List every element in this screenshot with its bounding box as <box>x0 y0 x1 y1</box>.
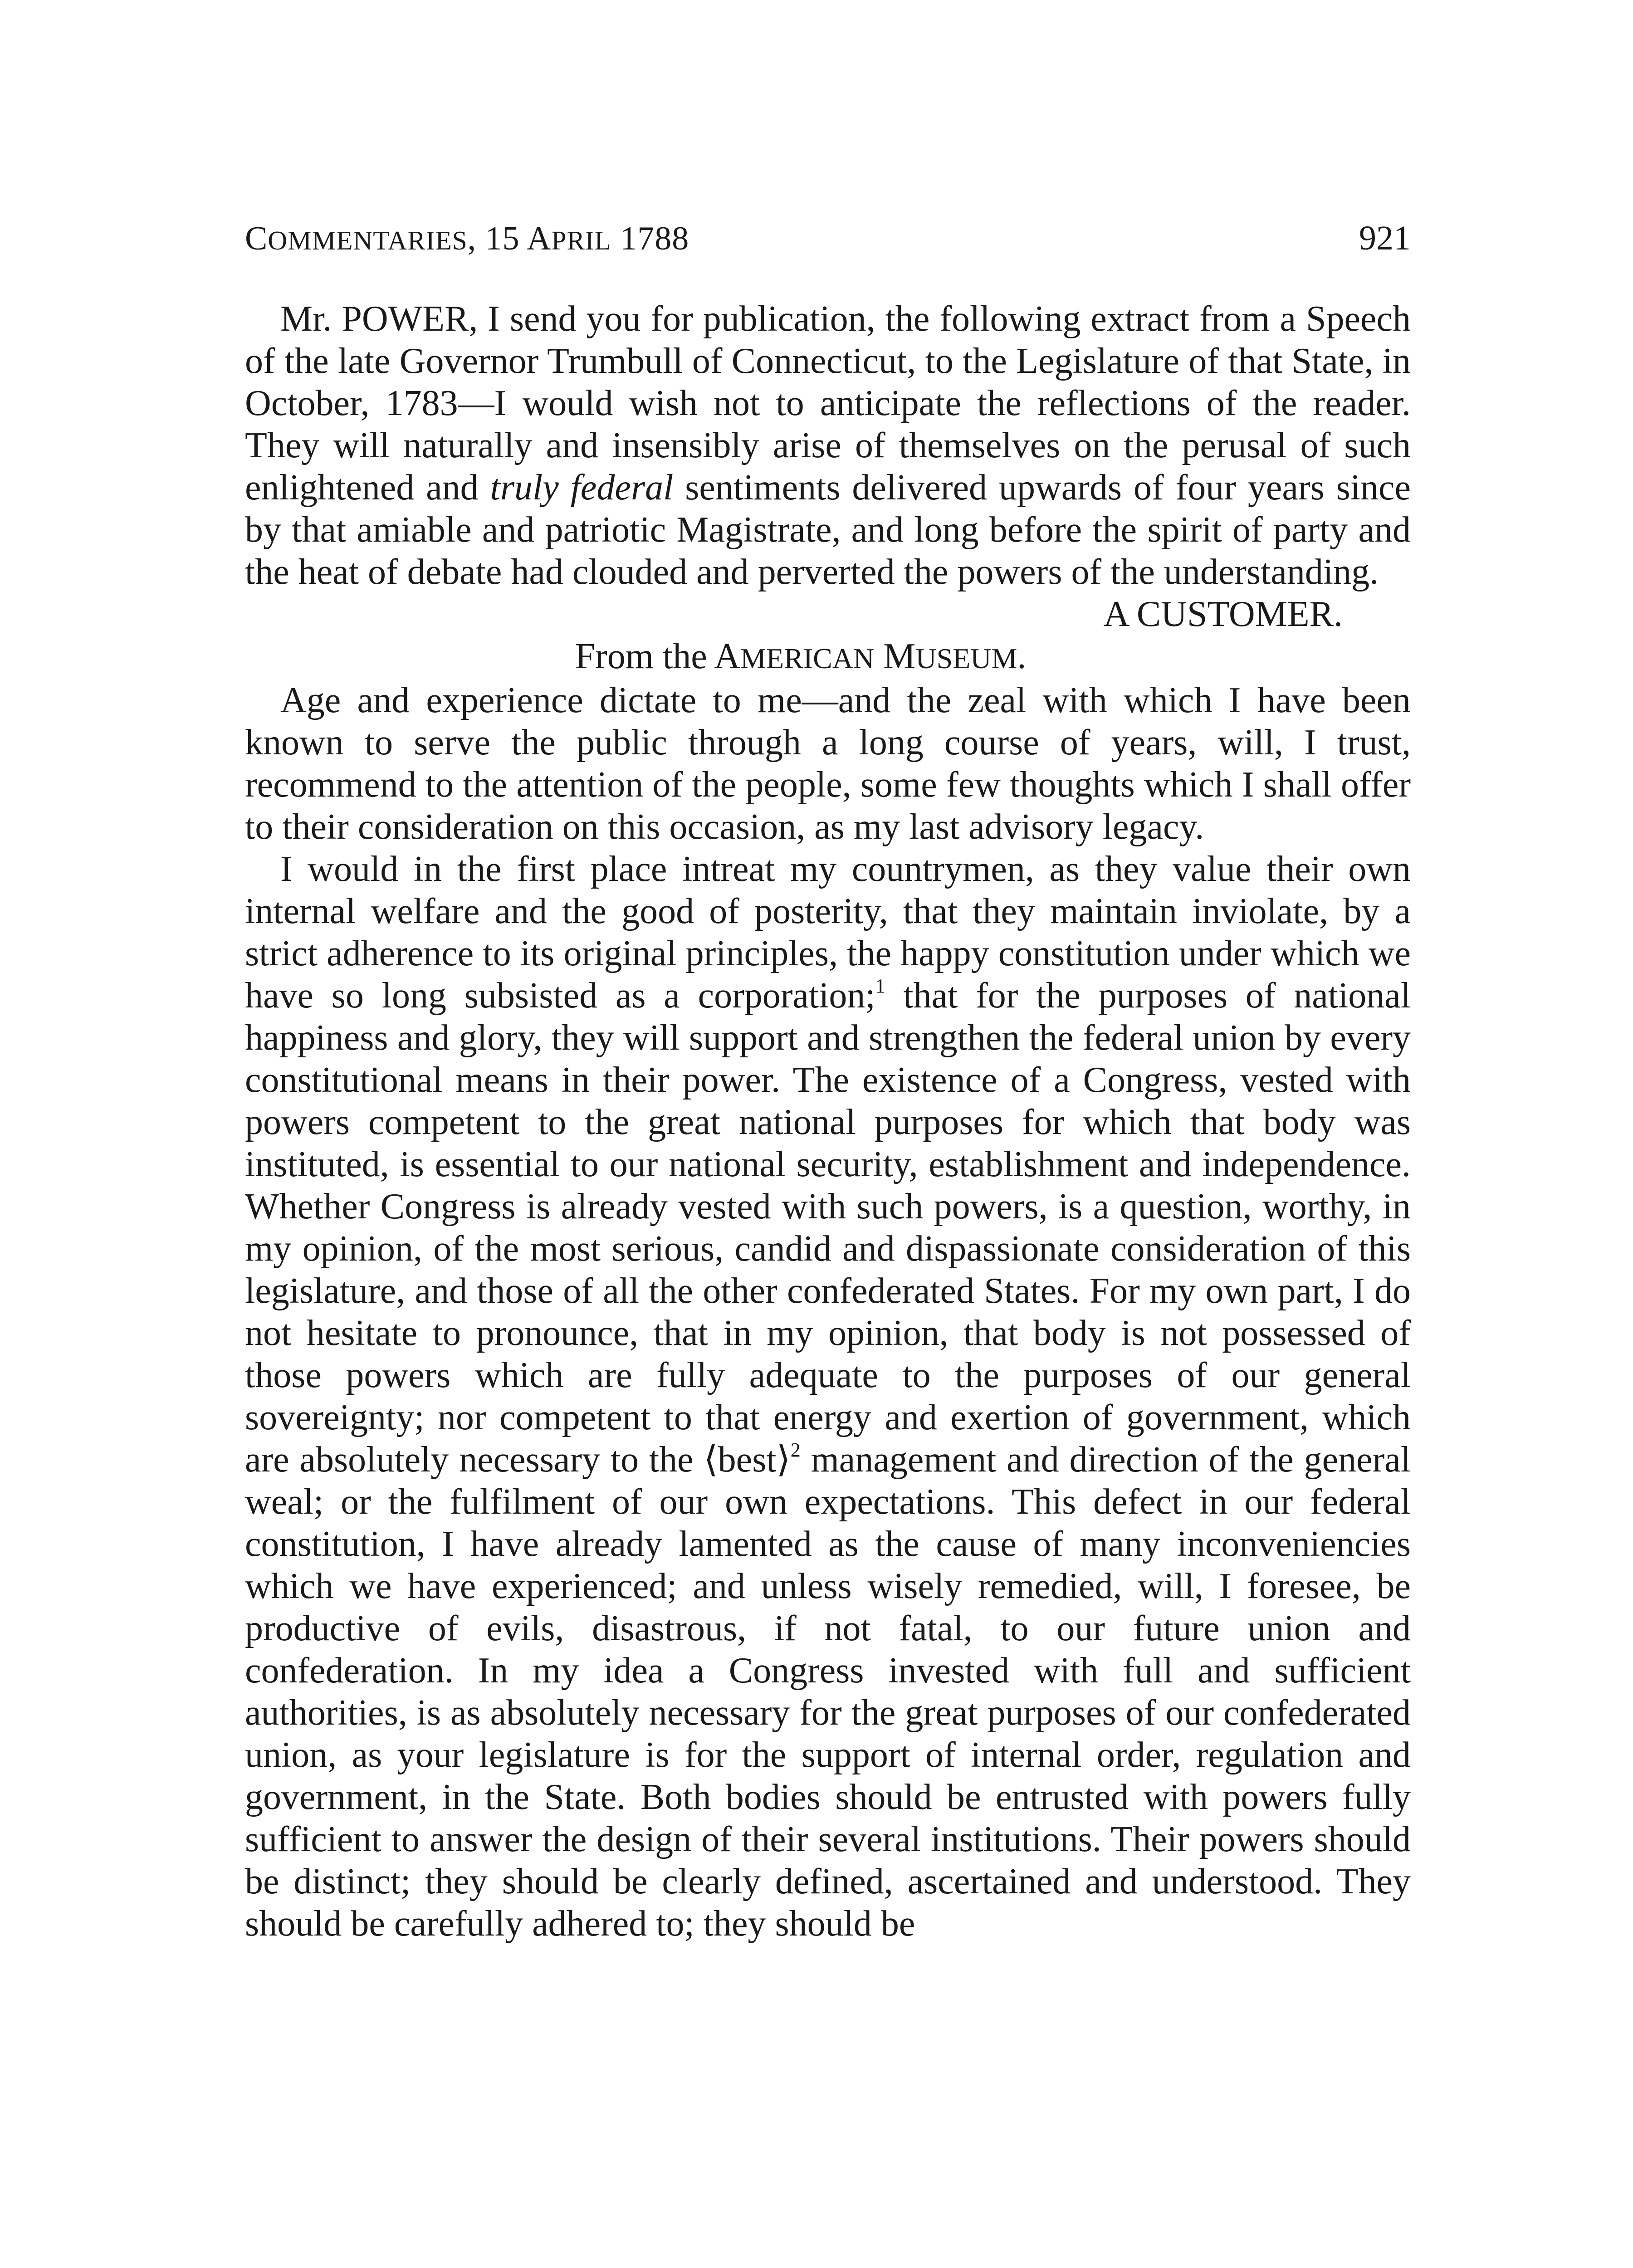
source-dateline <box>245 635 1411 679</box>
page-header <box>245 218 1411 261</box>
speech-p2-text-1: I would in the first place intreat my countrymen, as they value their own internal welfare and the good of posterity, that they maintain inviolate, by a strict adherence to its original principles, the happy constitution under which we have so long subsisted as a corporation; <box>245 849 1411 1016</box>
speech-p2-text-3: management and direction of the general weal; or the fulfilment of our own expectations. This defect in our federal constitution, I have already lamented as the cause of many inconveniencies which we have experienced; and unless wisely remedied, will, I foresee, be productive of evils, disastrous, if not fatal, to our future union and confederation. In my idea a Congress invested with full and sufficient authorities, is as absolutely necessary for the great purposes of our confederated union, as your legislature is for the support of internal order, regulation and government, in the State. Both bodies should be entrusted with powers fully sufficient to answer the design of their several institutions. Their powers should be distinct; they should be clearly defined, ascertained and understood. They should be carefully adhered to; they should be <box>245 1440 1411 1944</box>
dateline-mid: M <box>874 636 916 676</box>
speech-p2-text-2: that for the purposes of national happiness and glory, they will support and strengthen the federal union by every constitutional means in their power. The existence of a Congress, vested with powers competent to the great national purposes for which that body was instituted, is essential to our national security, establishment and independence. Whether Congress is already vested with such powers, is a question, worthy, in my opinion, of the most serious, candid and dispassionate consideration of this legislature, and those of all the other confederated States. For my own part, I do not hesitate to pronounce, that in my opinion, that body is not possessed of those powers which are fully adequate to the purposes of our general sovereignty; nor competent to that energy and exertion of government, which are absolutely necessary to the ⟨best⟩ <box>245 976 1411 1480</box>
letter-intro-text-1: Mr. POWER, I send you for publication, the following extract from a Speech of the late Governor Trumbull of Connecticut, to the Legislature of that State, in October, 1783—I would wish not to anticipate the reflections of the reader. They will naturally and insensibly arise of themselves on the perusal of such enlightened and <box>245 299 1411 508</box>
dateline-prefix: From the A <box>575 636 741 676</box>
running-head-year: 1788 <box>611 220 689 257</box>
speech-paragraph-1: Age and experience dictate to me—and the zeal with which I have been known to serve the public through a long course of years, will, I trust, recommend to the attention of the people, some few thoughts which I shall offer to their consideration on this occasion, as my last advisory legacy. <box>245 680 1411 847</box>
letter-intro-paragraph <box>245 298 1411 593</box>
document-page <box>245 218 1411 1945</box>
letter-intro-text-2: sentiments delivered upwards of four years since by that amiable and patriotic Magistrate, and long before the spirit of party and the heat of debate had clouded and perverted the powers of the understanding. <box>245 468 1411 592</box>
running-head-date: , 15 A <box>467 220 552 257</box>
footnote-ref-1: 1 <box>875 975 885 997</box>
letter-signature: A CUSTOMER. <box>1103 594 1343 634</box>
page-number: 921 <box>1359 219 1411 257</box>
dateline-smallcaps-1: MERICAN <box>740 642 875 675</box>
body-text <box>245 298 1411 1945</box>
dateline-suffix: . <box>1017 636 1027 676</box>
footnote-ref-2: 2 <box>790 1439 801 1461</box>
speech-paragraph-2 <box>245 848 1411 1945</box>
running-head-smallcaps-1: OMMENTARIES <box>268 225 468 255</box>
running-head-smallcaps-2: PRIL <box>551 225 611 255</box>
letter-intro-italic: truly federal <box>490 468 674 508</box>
running-head-initial: C <box>245 220 268 257</box>
dateline-smallcaps-2: USEUM <box>915 642 1017 675</box>
running-head <box>245 218 689 261</box>
